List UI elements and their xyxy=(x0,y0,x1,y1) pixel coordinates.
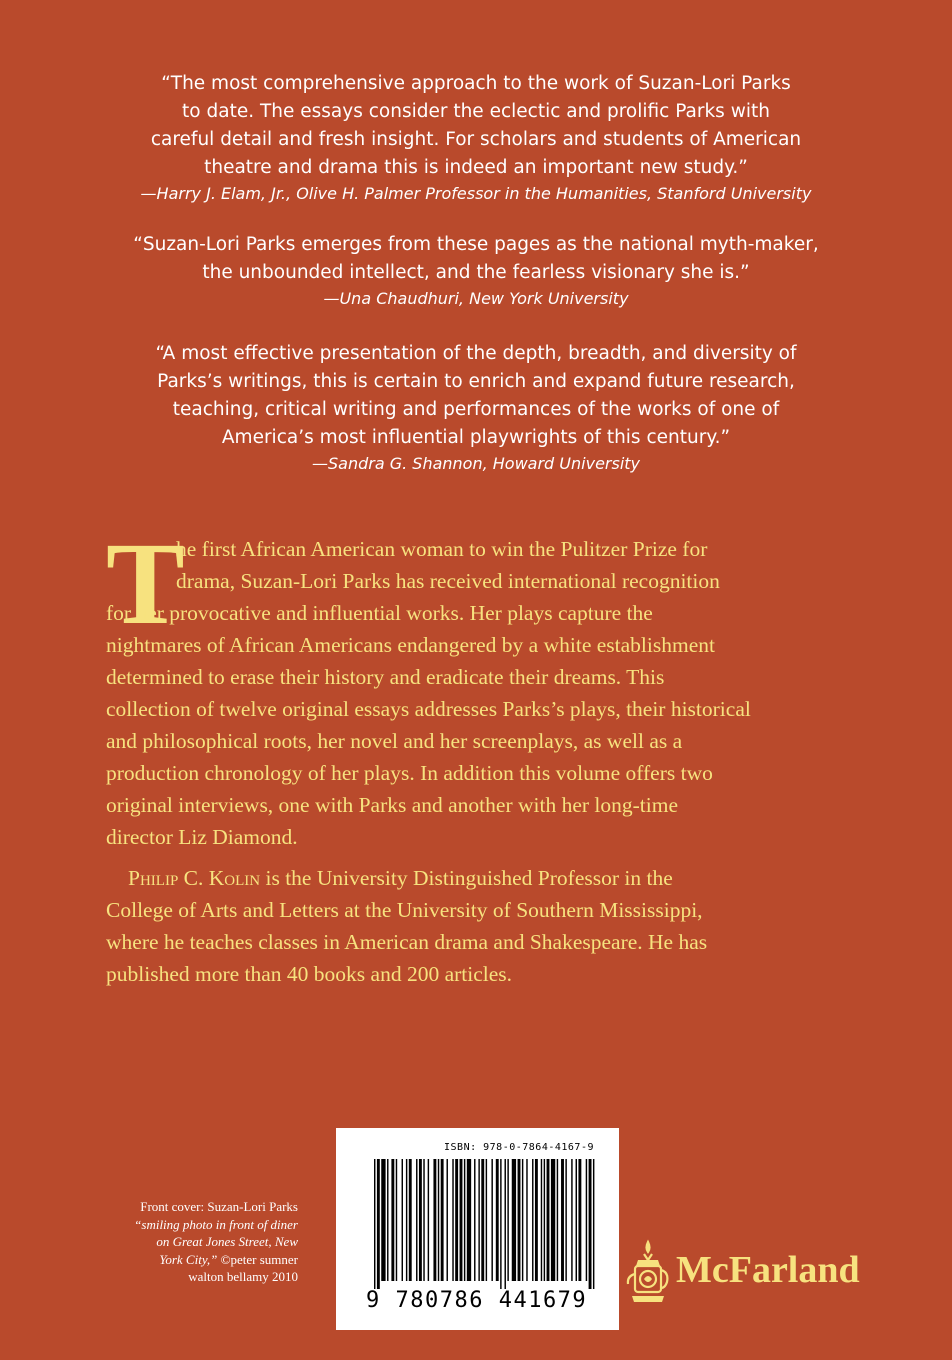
publisher-name: McFarland xyxy=(676,1249,860,1291)
quote-line: “Suzan-Lori Parks emerges from these pages as the national myth-maker, xyxy=(133,234,819,255)
barcode-bar xyxy=(547,1159,550,1281)
barcode-bar xyxy=(505,1159,506,1289)
barcode-bar xyxy=(544,1159,545,1281)
barcode-bar xyxy=(478,1159,479,1281)
barcode-bar xyxy=(541,1159,542,1281)
author-name: Philip C. Kolin xyxy=(128,866,261,890)
barcode-bar xyxy=(377,1159,380,1289)
barcode-bar xyxy=(512,1159,516,1281)
description-line: determined to erase their history and eradicate their dreams. This xyxy=(106,665,665,689)
isbn-barcode xyxy=(336,1128,619,1330)
credit-line: York City,” ©peter sumner xyxy=(159,1251,298,1267)
barcode-bar xyxy=(496,1159,499,1281)
barcode-bar xyxy=(464,1159,465,1281)
publisher-logo xyxy=(624,1238,894,1308)
barcode-bar xyxy=(441,1159,444,1281)
barcode-bar xyxy=(428,1159,429,1281)
barcode-bar xyxy=(576,1159,577,1281)
barcode-bar xyxy=(374,1159,375,1289)
barcode-bar xyxy=(409,1159,412,1281)
barcode-bar xyxy=(433,1159,436,1281)
barcode-bar xyxy=(565,1159,566,1281)
description-line: collection of twelve original essays addresses Parks’s plays, their historical xyxy=(106,697,751,721)
quote-attribution: —Una Chaudhuri, New York University xyxy=(323,289,629,308)
barcode-bar xyxy=(455,1159,458,1281)
barcode-bar xyxy=(491,1159,492,1281)
quote-line: to date. The essays consider the eclectic and prolific Parks with xyxy=(182,101,770,122)
barcode-bar xyxy=(586,1159,587,1281)
description-line: he first African American woman to win the Pulitzer Prize for xyxy=(176,537,708,561)
barcode-bar xyxy=(438,1159,439,1281)
book-description xyxy=(106,518,866,853)
barcode-bar xyxy=(578,1159,581,1281)
bio-first-line: is the University Distinguished Professor in the xyxy=(260,866,673,890)
barcode-digits: 9 780786 441679 xyxy=(366,1288,588,1313)
barcode-bar xyxy=(593,1159,594,1289)
quote-line: America’s most influential playwrights of this century.” xyxy=(221,427,731,448)
barcode-bar xyxy=(500,1159,501,1289)
barcode-bar xyxy=(589,1159,592,1289)
barcode-bar xyxy=(474,1159,475,1281)
barcode-bar xyxy=(416,1159,417,1281)
barcode-bar xyxy=(486,1159,487,1281)
credit-line: on Great Jones Street, New xyxy=(156,1234,298,1249)
review-quote-shannon xyxy=(100,340,852,476)
credit-line: walton bellamy 2010 xyxy=(188,1269,298,1284)
description-line: production chronology of her plays. In addition this volume offers two xyxy=(106,761,713,785)
barcode-bar xyxy=(419,1159,422,1281)
barcode-bar xyxy=(522,1159,523,1281)
quote-line: theatre and drama this is indeed an important new study.” xyxy=(204,157,748,178)
credit-line: “smiling photo in front of diner xyxy=(134,1216,298,1232)
barcode-bar xyxy=(460,1159,463,1281)
barcode-bar xyxy=(447,1159,448,1281)
quote-line: the unbounded intellect, and the fearless visionary she is.” xyxy=(202,262,750,283)
barcode-bar xyxy=(532,1159,533,1281)
barcode-bar xyxy=(551,1159,555,1281)
description-line: original interviews, one with Parks and another with her long-time xyxy=(106,793,679,817)
lamp-icon xyxy=(624,1238,672,1304)
barcode-bar xyxy=(391,1159,394,1281)
bio-line: College of Arts and Letters at the University of Southern Mississippi, xyxy=(106,898,703,922)
drop-cap: T xyxy=(106,518,185,649)
bio-line xyxy=(106,862,866,894)
barcode-bar xyxy=(406,1159,407,1281)
author-bio xyxy=(106,862,866,990)
barcode-bar xyxy=(561,1159,564,1281)
quote-attribution: —Sandra G. Shannon, Howard University xyxy=(311,454,641,473)
description-line: for her provocative and influential works. Her plays capture the xyxy=(106,601,653,625)
credit-line: Front cover: Suzan-Lori Parks xyxy=(140,1199,298,1214)
description-line: drama, Suzan-Lori Parks has received international recognition xyxy=(176,569,720,593)
barcode-bar xyxy=(452,1159,453,1281)
isbn-label: ISBN: 978-0-7864-4167-9 xyxy=(444,1142,594,1153)
quote-line: careful detail and fresh insight. For scholars and students of American xyxy=(150,129,802,150)
review-quote-elam xyxy=(100,70,852,206)
description-line: director Liz Diamond. xyxy=(106,825,298,849)
barcode-bar xyxy=(467,1159,471,1281)
barcode-bar xyxy=(481,1159,484,1281)
barcode-bars xyxy=(374,1159,596,1289)
cover-photo-credit xyxy=(78,1198,298,1286)
barcode-bar xyxy=(402,1159,403,1281)
barcode-bar xyxy=(526,1159,527,1281)
barcode-bar xyxy=(507,1159,508,1281)
barcode-bar xyxy=(518,1159,521,1281)
bio-line: where he teaches classes in American drama and Shakespeare. He has xyxy=(106,930,708,954)
quote-line: teaching, critical writing and performances of the works of one of xyxy=(172,399,780,420)
quote-attribution: —Harry J. Elam, Jr., Olive H. Palmer Professor in the Humanities, Stanford University xyxy=(140,184,812,203)
quote-line: Parks’s writings, this is certain to enrich and expand future research, xyxy=(157,371,795,392)
barcode-bar xyxy=(396,1159,397,1281)
barcode-bar xyxy=(571,1159,572,1281)
description-line: and philosophical roots, her novel and her screenplays, as well as a xyxy=(106,729,683,753)
barcode-bar xyxy=(535,1159,538,1281)
description-line: nightmares of African Americans endangered by a white establishment xyxy=(106,633,715,657)
quote-line: “The most comprehensive approach to the work of Suzan-Lori Parks xyxy=(161,73,791,94)
bio-line: published more than 40 books and 200 articles. xyxy=(106,962,513,986)
barcode-bar xyxy=(387,1159,388,1281)
quote-line: “A most effective presentation of the depth, breadth, and diversity of xyxy=(155,343,797,364)
review-quote-chaudhuri xyxy=(100,231,852,311)
barcode-bar xyxy=(557,1159,558,1281)
barcode-bar xyxy=(423,1159,424,1281)
barcode-bar xyxy=(381,1159,385,1281)
